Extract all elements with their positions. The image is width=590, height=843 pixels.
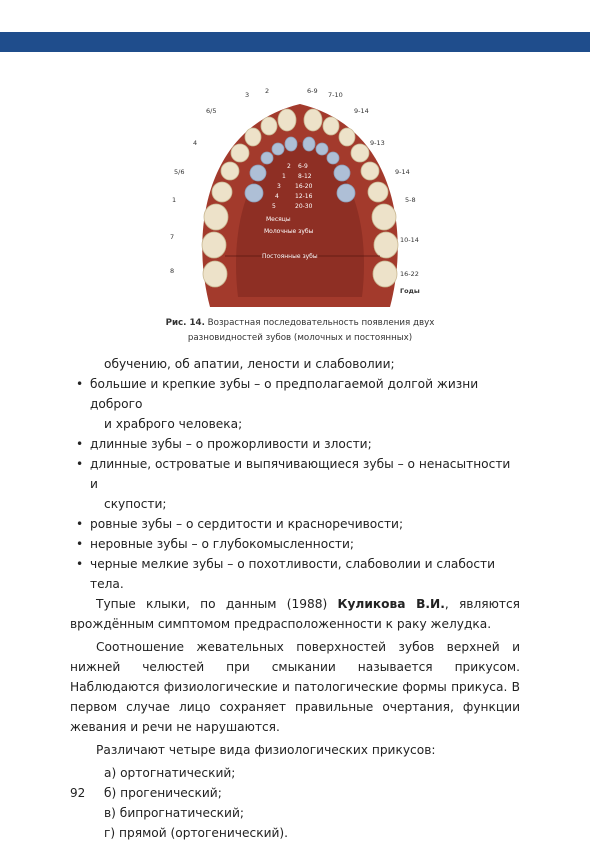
bullet-item [70, 374, 520, 414]
bullet-text: длинные зубы – о прожорливости и злости; [90, 437, 372, 451]
caption-prefix: Рис. 14. [165, 318, 205, 328]
bullet-item [70, 534, 520, 554]
label-5-6: 5/6 [174, 168, 185, 176]
paragraph-2: Соотношение жевательных поверхностей зубов верхней и нижней челюстей при смыкании называется прикусом. Наблюдаются физиологические и патологические формы прикуса. В первом случае лицо сохраняет правильные очертания, функции жевания и речи не нарушаются. [70, 640, 520, 734]
label-9-14-upper: 9-14 [354, 107, 369, 115]
paragraph-3: Различают четыре вида физиологических прикусов: [96, 743, 436, 757]
list-item: б) прогенический; [104, 786, 222, 800]
para1-end: , являются врождённым симптомом предрасположенности к раку желудка. [70, 597, 520, 631]
label-8: 8 [170, 267, 175, 275]
bullet-continuation: и храброго человека; [104, 417, 243, 431]
list-item: а) ортогнатический; [104, 766, 236, 780]
page-number: 92 [70, 786, 86, 800]
author-name: Куликова В.И. [337, 597, 445, 611]
inner-num-1: 1 [282, 173, 286, 180]
header-band [0, 32, 590, 52]
label-9-13: 9-13 [370, 139, 385, 147]
bullet-dot: • [76, 437, 84, 451]
label-3: 3 [245, 91, 250, 99]
inner-num-2: 2 [287, 163, 291, 170]
label-6-9: 6-9 [307, 87, 318, 95]
months-label: Месяцы [266, 216, 291, 223]
bullet-text: черные мелкие зубы – о похотливости, слабоволии и слабости тела. [90, 557, 496, 591]
bullet-text: неровные зубы – о глубокомысленности; [90, 537, 355, 551]
bullet-item [70, 454, 520, 494]
label-7-10: 7-10 [328, 91, 343, 99]
list-item: в) бипрогнатический; [104, 806, 244, 820]
caption-line2: разновидностей зубов (молочных и постоянных) [187, 333, 413, 343]
month-label-4: 12-16 [295, 193, 313, 200]
label-9-14-lower: 9-14 [395, 168, 410, 176]
para1-start: Тупые клыки, по данным (1988) [96, 597, 338, 611]
permanent-teeth-label: Постоянные зубы [262, 253, 318, 260]
dental-arch-diagram [150, 82, 450, 314]
caption-line1: Возрастная последовательность появления двух [204, 318, 435, 328]
month-label-2: 8-12 [298, 173, 312, 180]
bullet-dot: • [76, 457, 84, 471]
inner-num-4: 4 [275, 193, 279, 200]
bullet-text: большие и крепкие зубы – о предполагаемой долгой жизни доброго [90, 377, 479, 411]
body-text [70, 354, 520, 843]
bullet-dot: • [76, 517, 84, 531]
label-1: 1 [172, 196, 177, 204]
label-years: Годы [400, 287, 420, 295]
label-16-22: 16-22 [400, 270, 419, 278]
bullet-text: ровные зубы – о сердитости и красноречивости; [90, 517, 404, 531]
bullet-item [70, 514, 520, 534]
bullet-item [70, 554, 520, 594]
label-7: 7 [170, 233, 175, 241]
month-label-5: 20-30 [295, 203, 313, 210]
milk-teeth-label: Молочные зубы [264, 228, 314, 235]
bullet-continuation: скупости; [104, 497, 167, 511]
label-2: 2 [265, 87, 270, 95]
bullet-dot: • [76, 377, 84, 391]
list-item: г) прямой (ортогенический). [104, 826, 289, 840]
label-6-5: 6/5 [206, 107, 217, 115]
bullet-text: длинные, островатые и выпячивающиеся зубы – о ненасытности и [90, 457, 511, 491]
bullet-dot: • [76, 537, 84, 551]
teeth-figure [150, 82, 450, 314]
figure-caption [150, 316, 450, 346]
label-5-8: 5-8 [405, 196, 416, 204]
bullet-dot: • [76, 557, 84, 571]
label-10-14: 10-14 [400, 236, 419, 244]
paragraph-1 [70, 594, 520, 634]
continuation-line: обучению, об апатии, лености и слабоволии; [104, 357, 395, 371]
month-label-3: 16-20 [295, 183, 313, 190]
month-label-1: 6-9 [298, 163, 308, 170]
inner-num-5: 5 [272, 203, 276, 210]
bullet-item [70, 434, 520, 454]
inner-num-3: 3 [277, 183, 281, 190]
label-4: 4 [193, 139, 198, 147]
